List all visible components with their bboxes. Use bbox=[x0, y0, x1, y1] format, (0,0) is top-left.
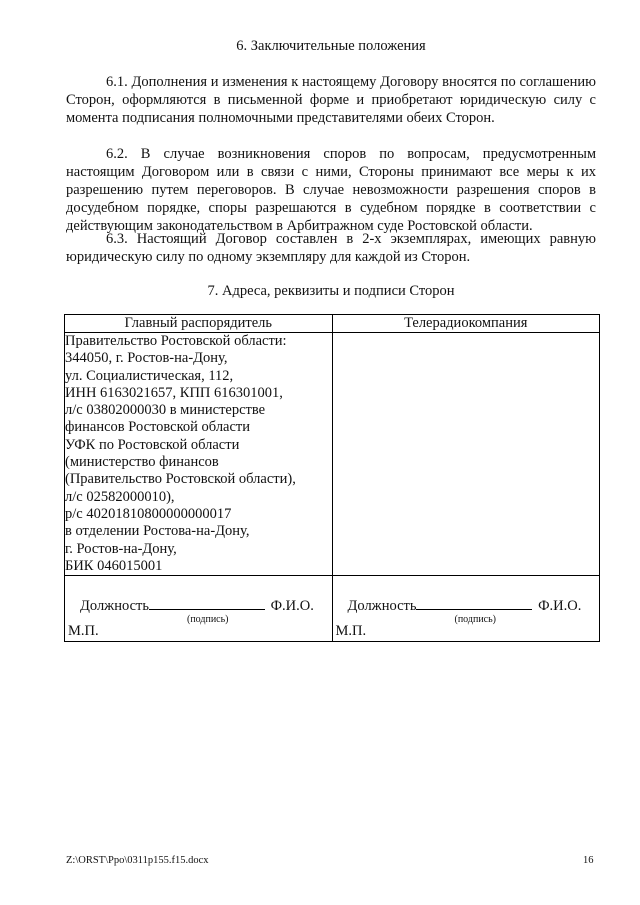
right-signature-cell bbox=[332, 576, 600, 642]
detail-line: Правительство Ростовской области: bbox=[65, 333, 287, 349]
detail-line: л/с 03802000030 в министерстве bbox=[65, 402, 266, 419]
signature-hint: (подпись) bbox=[454, 614, 497, 626]
fio-label: Ф.И.О. bbox=[538, 598, 582, 615]
table-header-row bbox=[65, 315, 600, 333]
page-number: 16 bbox=[583, 855, 594, 866]
detail-line: л/с 02582000010), bbox=[65, 488, 175, 505]
detail-line: (Правительство Ростовской области), bbox=[65, 471, 296, 488]
left-signature-cell bbox=[65, 576, 333, 642]
footer-file-path: Z:\ORST\Ppo\0311p155.f15.docx bbox=[66, 855, 209, 866]
detail-line: БИК 046015001 bbox=[65, 557, 163, 574]
requisites-table bbox=[64, 314, 600, 642]
column-header-left: Главный распорядитель bbox=[65, 315, 333, 333]
clause-6-2: 6.2. В случае возникновения споров по вопросам, предусмотренным настоящим Договором или в связи с ними, Стороны принимают все меры к их разрешению путем переговоров. В случае невозможности разрешения споров в досудебном порядке, споры разрешаются в судебном порядке в соответствии с действующим законодательством в Арбитражном суде Ростовской области. bbox=[66, 146, 596, 234]
right-signature-line bbox=[348, 596, 582, 615]
position-label: Должность bbox=[347, 598, 417, 615]
detail-line: УФК по Ростовской области bbox=[65, 436, 240, 453]
left-party-details bbox=[65, 333, 333, 576]
stamp-label: М.П. bbox=[335, 623, 367, 640]
detail-line: ул. Социалистическая, 112, bbox=[65, 367, 234, 384]
right-party-details bbox=[332, 333, 600, 576]
clause-6-1: 6.1. Дополнения и изменения к настоящему Договору вносятся по соглашению Сторон, оформляются в письменной форме и приобретают юридическую силу с момента подписания полномочными представителями обеих Сторон. bbox=[66, 74, 596, 126]
signature-blank bbox=[149, 596, 265, 610]
section-7-title: 7. Адреса, реквизиты и подписи Сторон bbox=[207, 283, 455, 299]
left-signature-line bbox=[80, 596, 314, 615]
position-label: Должность bbox=[80, 598, 149, 615]
section-6-title: 6. Заключительные положения bbox=[236, 38, 426, 54]
column-header-right: Телерадиокомпания bbox=[332, 315, 600, 333]
fio-label: Ф.И.О. bbox=[270, 598, 314, 615]
details-row bbox=[65, 333, 600, 576]
detail-line: финансов Ростовской области bbox=[65, 419, 251, 436]
detail-line: р/с 40201810800000000017 bbox=[65, 505, 232, 522]
clause-6-3: 6.3. Настоящий Договор составлен в 2-х экземплярах, имеющих равную юридическую силу по одному экземпляру для каждой из Сторон. bbox=[66, 231, 596, 265]
detail-line: 344050, г. Ростов-на-Дону, bbox=[65, 350, 228, 367]
detail-line: (министерство финансов bbox=[65, 454, 219, 471]
detail-line: г. Ростов-на-Дону, bbox=[65, 540, 177, 557]
signature-hint: (подпись) bbox=[187, 614, 229, 626]
detail-line: ИНН 6163021657, КПП 616301001, bbox=[65, 384, 283, 401]
stamp-label: М.П. bbox=[68, 623, 99, 640]
signature-blank bbox=[416, 596, 532, 610]
detail-line: в отделении Ростова-на-Дону, bbox=[65, 523, 250, 540]
signature-row bbox=[65, 576, 600, 642]
